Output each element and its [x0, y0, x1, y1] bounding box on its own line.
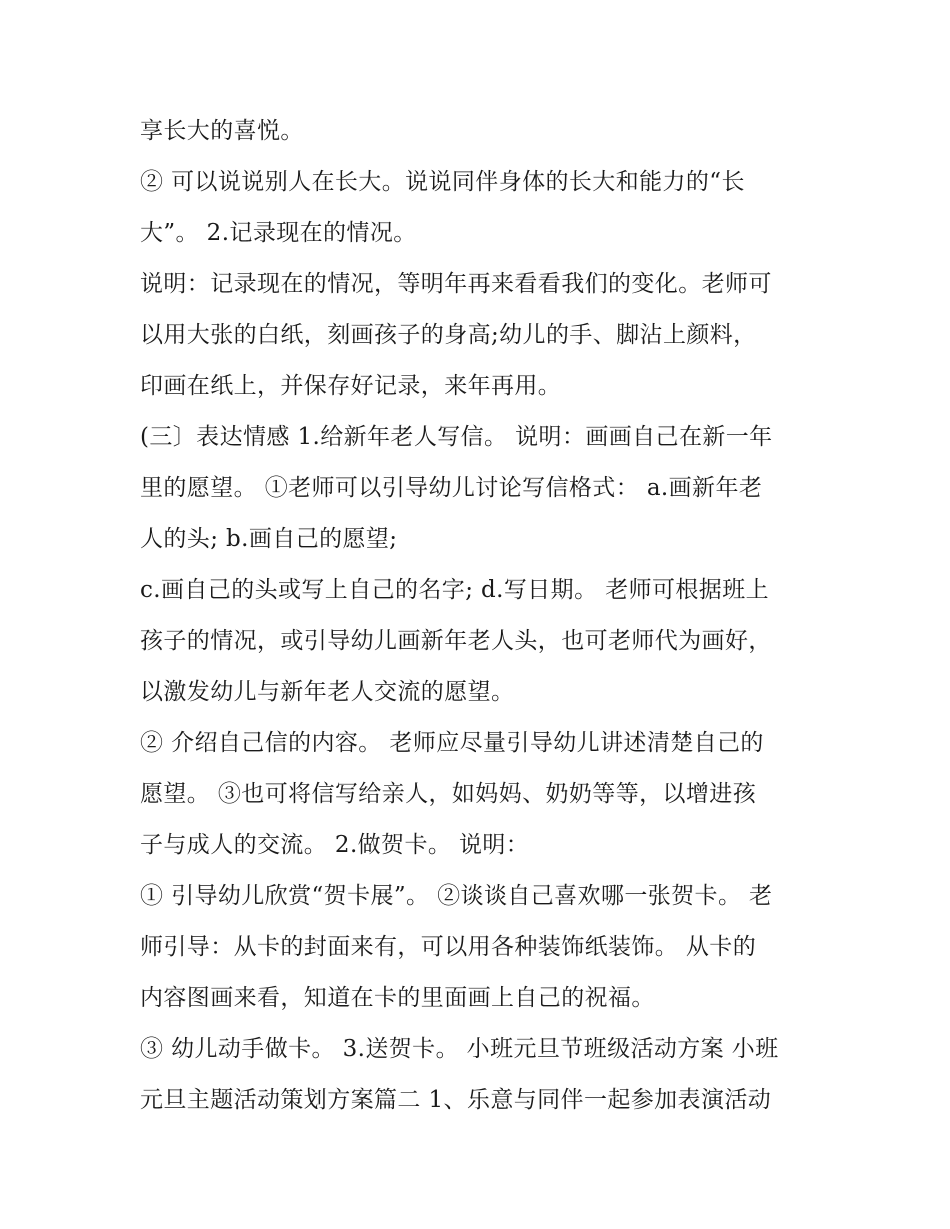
text-line: 内容图画来看，知道在卡的里面画上自己的祝福。 [140, 985, 655, 1011]
text-line: 人的头; b.画自己的愿望; [140, 526, 398, 552]
text-line: ① 引导幼儿欣赏“贺卡展”。 ②谈谈自己喜欢哪一张贺卡。 老 [140, 883, 773, 909]
text-line: 愿望。 ③也可将信写给亲人，如妈妈、奶奶等等，以增进孩 [140, 781, 757, 807]
text-line: 子与成人的交流。 2.做贺卡。 说明： [140, 832, 530, 858]
text-line: 以用大张的白纸，刻画孩子的身高;幼儿的手、脚沾上颜料， [140, 322, 757, 348]
text-line: 以激发幼儿与新年老人交流的愿望。 [140, 679, 515, 705]
text-line: 里的愿望。 ①老师可以引导幼儿讨论写信格式： a.画新年老 [140, 475, 763, 501]
text-line: 大”。 2.记录现在的情况。 [140, 220, 417, 246]
text-line: ③ 幼儿动手做卡。 3.送贺卡。 小班元旦节班级活动方案 小班 [140, 1036, 779, 1062]
text-line: 享长大的喜悦。 [140, 118, 304, 144]
text-line: 印画在纸上，并保存好记录，来年再用。 [140, 373, 562, 399]
text-line: ② 介绍自己信的内容。 老师应尽量引导幼儿讲述清楚自己的 [140, 730, 764, 756]
text-line: ② 可以说说别人在长大。说说同伴身体的长大和能力的“长 [140, 169, 745, 195]
text-line: 元旦主题活动策划方案篇二 1、乐意与同伴一起参加表演活动 [140, 1087, 772, 1113]
text-line: 说明：记录现在的情况，等明年再来看看我们的变化。老师可 [140, 271, 772, 297]
text-line: 孩子的情况，或引导幼儿画新年老人头，也可老师代为画好， [140, 628, 772, 654]
text-line: (三〕表达情感 1.给新年老人写信。 说明：画画自己在新一年 [140, 424, 773, 450]
text-line: 师引导：从卡的封面来有，可以用各种装饰纸装饰。 从卡的 [140, 934, 757, 960]
text-line: c.画自己的头或写上自己的名字; d.写日期。 老师可根据班上 [140, 577, 769, 603]
document-body [140, 106, 830, 1126]
